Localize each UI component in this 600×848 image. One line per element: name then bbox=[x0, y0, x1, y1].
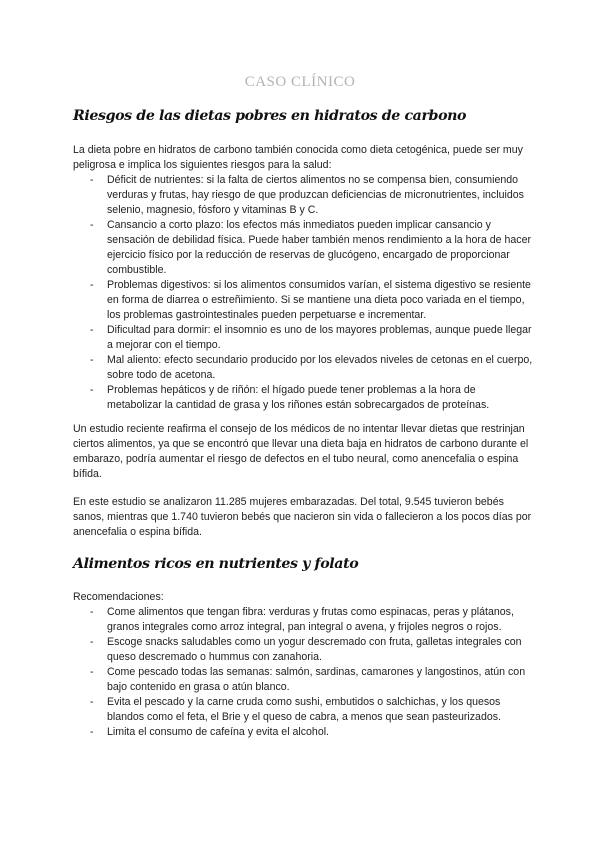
recommendations-intro: Recomendaciones: bbox=[73, 591, 164, 603]
list-item: - Déficit de nutrientes: si la falta de ciertos alimentos no se compensa bien, consumiendo verduras y frutas, hay riesgo de que produzcan deficiencias de micronutrientes, incluidos selenio, magnesio, fósforo y vitaminas B y C. bbox=[73, 173, 533, 218]
list-item: - Problemas hepáticos y de riñón: el hígado puede tener problemas a la hora de metabolizar la cantidad de grasa y los riñones están sobrecargados de proteínas. bbox=[73, 383, 533, 413]
list-item: - Cansancio a corto plazo: los efectos más inmediatos pueden implicar cansancio y sensación de debilidad física. Puede haber también menos rendimiento a la hora de hacer ejercicio físico por la reducción de reservas de glucógeno, encargado de proporcionar combustible. bbox=[73, 218, 533, 278]
list-item: - Dificultad para dormir: el insomnio es uno de los mayores problemas, aunque puede llegar a mejorar con el tiempo. bbox=[73, 323, 533, 353]
list-item: - Come pescado todas las semanas: salmón, sardinas, camarones y langostinos, atún con bajo contenido en grasa o atún blanco. bbox=[73, 665, 533, 695]
list-item: - Problemas digestivos: si los alimentos consumidos varían, el sistema digestivo se resiente en forma de diarrea o estreñimiento. Si se mantiene una dieta poco variada en el tiempo, los problemas gastrointestinales pueden perpetuarse e incrementar. bbox=[73, 278, 533, 323]
recommendations-list bbox=[73, 605, 533, 740]
list-item: - Come alimentos que tengan fibra: verduras y frutas como espinacas, peras y plátanos, granos integrales como arroz integral, pan integral o avena, y frijoles negros o rojos. bbox=[73, 605, 533, 635]
risks-list bbox=[73, 173, 533, 413]
list-item: - Escoge snacks saludables como un yogur descremado con fruta, galletas integrales con queso descremado o hummus con zanahoria. bbox=[73, 635, 533, 665]
study-paragraph: Un estudio reciente reafirma el consejo de los médicos de no intentar llevar dietas que restrinjan ciertos alimentos, ya que se encontró que llevar una dieta baja en hidratos de carbono durante el embarazo, podría aumentar el riesgo de defectos en el tubo neural, como anencefalia o espina bífida. bbox=[73, 423, 529, 480]
list-item: - Evita el pescado y la carne cruda como sushi, embutidos o salchichas, y los quesos blandos como el feta, el Brie y el queso de cabra, a menos que sean pasteurizados. bbox=[73, 695, 533, 725]
list-item: - Limita el consumo de cafeína y evita el alcohol. bbox=[73, 725, 533, 740]
section-heading-risks: Riesgos de las dietas pobres en hidratos de carbono bbox=[73, 108, 467, 124]
list-item: - Mal aliento: efecto secundario producido por los elevados niveles de cetonas en el cuerpo, sobre todo de acetona. bbox=[73, 353, 533, 383]
risks-intro-paragraph: La dieta pobre en hidratos de carbono también conocida como dieta cetogénica, puede ser muy peligrosa e implica los siguientes riesgos para la salud: bbox=[73, 144, 523, 171]
case-title: CASO CLÍNICO bbox=[244, 74, 356, 90]
stats-paragraph: En este estudio se analizaron 11.285 mujeres embarazadas. Del total, 9.545 tuvieron bebés sanos, mientras que 1.740 tuvieron bebés que nacieron sin vida o fallecieron a los pocos días por anencefalia o espina bífida. bbox=[73, 496, 532, 538]
section-heading-nutrients: Alimentos ricos en nutrientes y folato bbox=[73, 556, 359, 572]
